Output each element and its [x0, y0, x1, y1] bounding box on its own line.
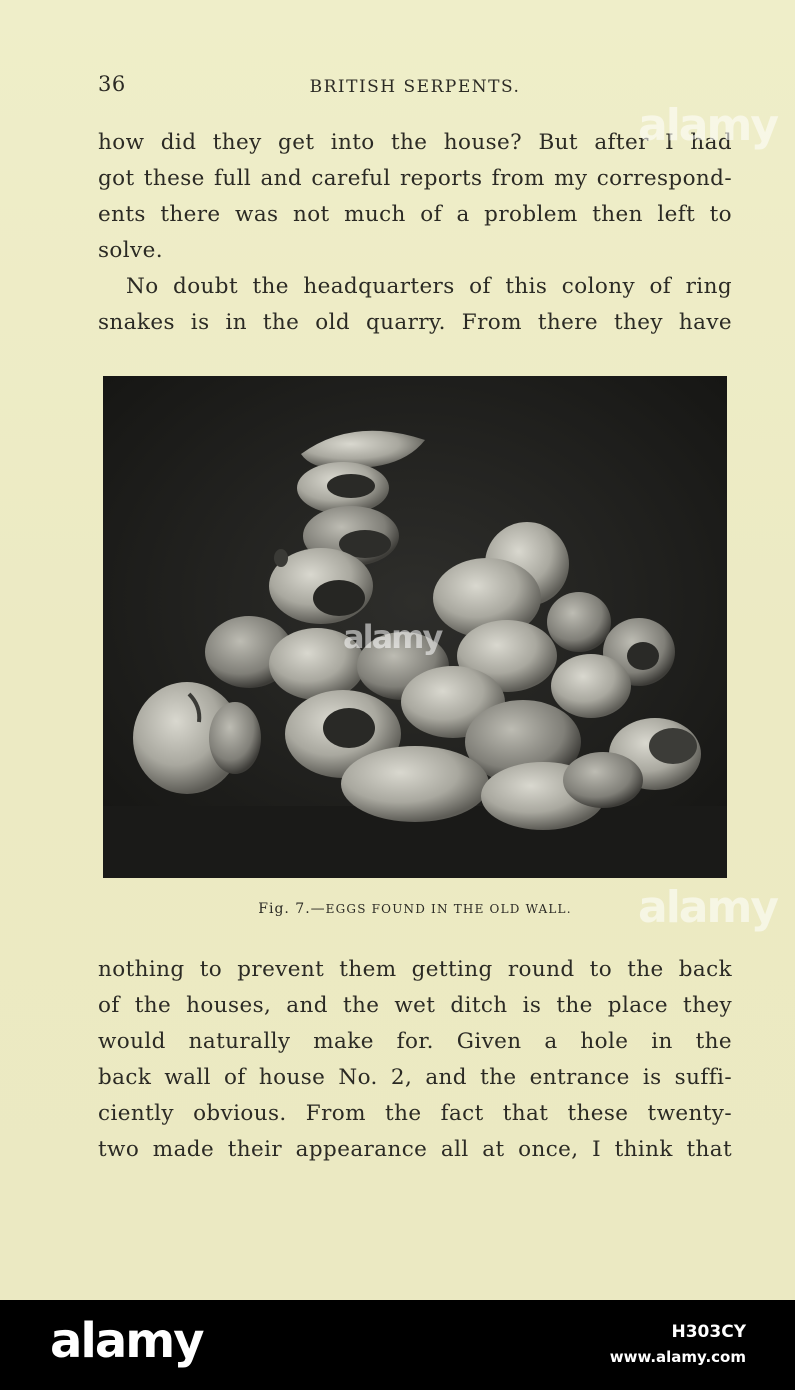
- text-line: of the houses, and the wet ditch is the place they: [98, 993, 732, 1018]
- running-head: BRITISH SERPENTS.: [309, 77, 521, 97]
- caption-prefix: Fig. 7.—: [258, 901, 326, 917]
- caption-text: EGGS FOUND IN THE OLD WALL.: [325, 902, 572, 916]
- text-line: snakes is in the old quarry. From there they have: [98, 310, 732, 335]
- image-id: H303CY: [671, 1322, 746, 1342]
- paragraph-after-figure: [98, 952, 732, 1168]
- text-line: got these full and careful reports from my correspond-: [98, 166, 732, 191]
- text-line: ciently obvious. From the fact that these twenty-: [98, 1101, 732, 1126]
- text-line: No doubt the headquarters of this colony of ring: [126, 274, 732, 299]
- page-header: [98, 72, 732, 102]
- watermark-text: alamy: [638, 100, 777, 151]
- site-url: www.alamy.com: [609, 1348, 746, 1366]
- text-line: solve.: [98, 238, 163, 263]
- text-line: would naturally make for. Given a hole in the: [98, 1029, 732, 1054]
- text-line: back wall of house No. 2, and the entrance is suffi-: [98, 1065, 732, 1090]
- paragraph-quarry: [98, 269, 732, 341]
- text-line: two made their appearance all at once, I think that: [98, 1137, 732, 1162]
- watermark-text: alamy: [343, 618, 442, 656]
- text-line: how did they get into the house? But after I had: [98, 130, 732, 155]
- text-line: nothing to prevent them getting round to the back: [98, 957, 732, 982]
- watermark-text: alamy: [638, 882, 777, 933]
- paragraph-continued: [98, 125, 732, 269]
- alamy-logo: alamy: [50, 1313, 203, 1369]
- text-line: ents there was not much of a problem then left to: [98, 202, 732, 227]
- figure-caption: [98, 901, 732, 917]
- figure-photograph: [103, 376, 727, 878]
- page-number: 36: [98, 72, 126, 96]
